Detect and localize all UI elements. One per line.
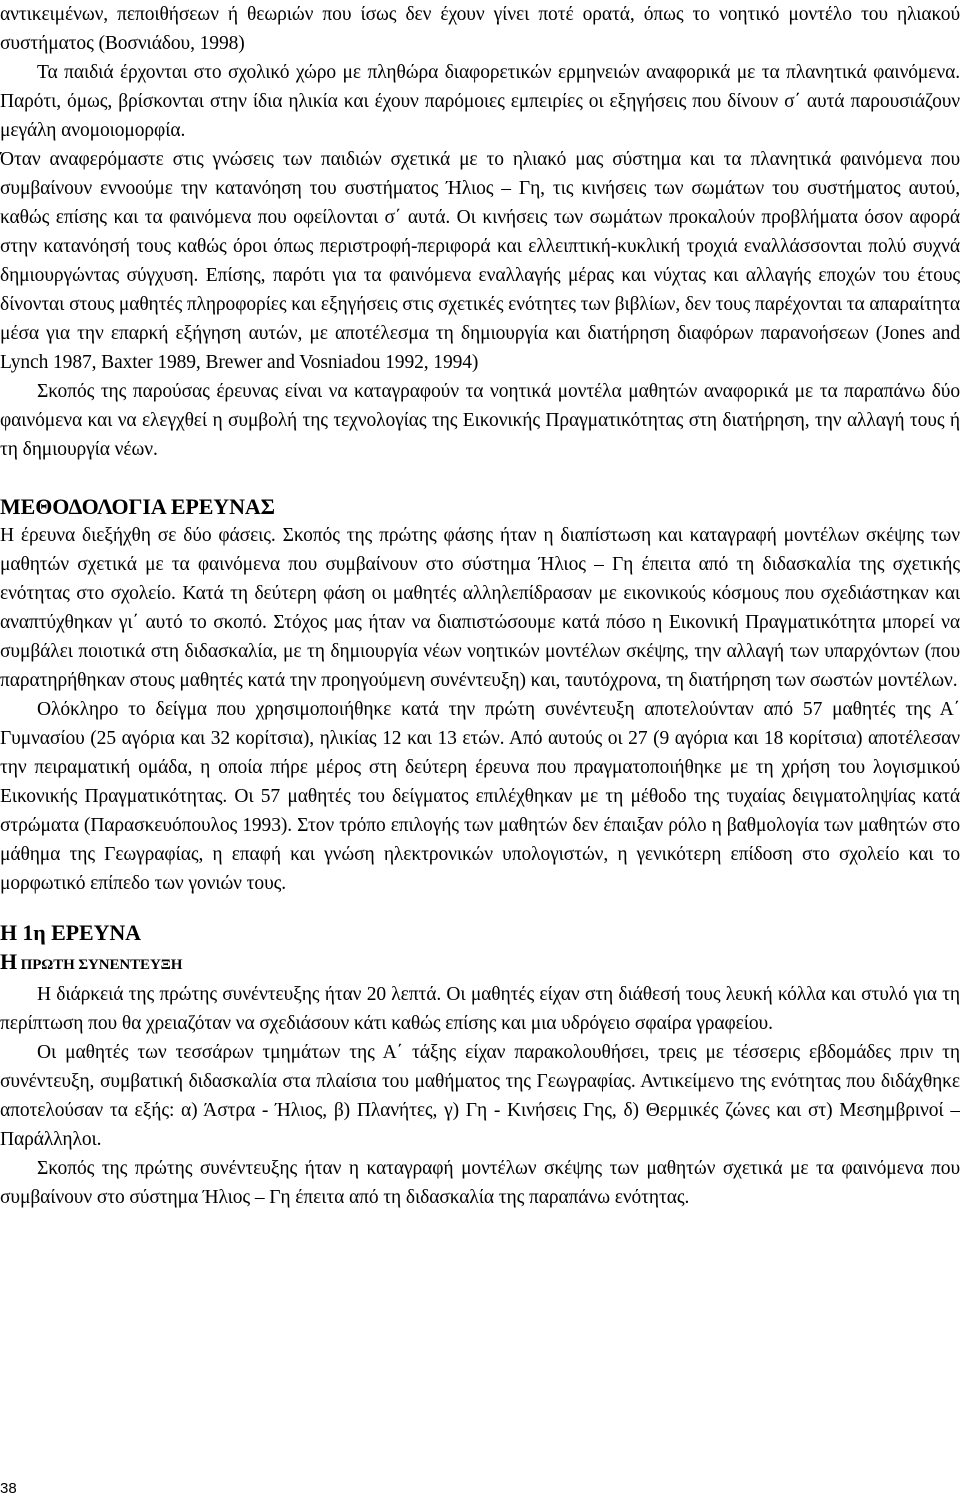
section-heading-methodology: ΜΕΘΟΔΟΛΟΓΙΑ ΕΡΕΥΝΑΣ (0, 494, 275, 519)
page-number: 38 (0, 1480, 17, 1497)
paragraph: Όταν αναφερόμαστε στις γνώσεις των παιδιών σχετικά με το ηλιακό μας σύστημα και τα πλανητικά φαινόμενα που συμβαίνουν εννοούμε την κατανόηση του συστήματος Ήλιος – Γη, τις κινήσεις των σωμάτων του συστήματος αυτού, καθώς επίσης και τα φαινόμενα που οφείλονται σ΄ αυτά. Οι κινήσεις των σωμάτων προκαλούν προβλήματα όσον αφορά στην κατανόησή τους καθώς όροι όπως περιστροφή-περιφορά και ελλειπτική-κυκλική τροχιά εναλλάσσονται πολύ συχνά δημιουργώντας σύγχυση. Επίσης, παρότι για τα φαινόμενα εναλλαγής μέρας και νύχτας και αλλαγής εποχών του έτους δίνονται στους μαθητές πληροφορίες και εξηγήσεις στις σχετικές ενότητες των βιβλίων, δεν τους παρέχονται τα απαραίτητα μέσα για την επαρκή εξήγηση αυτών, με αποτέλεσμα τη δημιουργία και διατήρηση διαφόρων παρανοήσεων (Jones and Lynch 1987, Baxter 1989, Brewer and Vosniadou 1992, 1994) (0, 149, 960, 373)
paragraph: Ολόκληρο το δείγμα που χρησιμοποιήθηκε κατά την πρώτη συνέντευξη αποτελούνταν από 57 μαθητές της Α΄ Γυμνασίου (25 αγόρια και 32 κορίτσια), ηλικίας 12 και 13 ετών. Από αυτούς οι 27 (9 αγόρια και 18 κορίτσια) αποτέλεσαν την πειραματική ομάδα, η οποία πήρε μέρος στη δεύτερη έρευνα που πραγματοποιήθηκε με τη χρήση του λογισμικού Εικονικής Πραγματικότητας. Οι 57 μαθητές του δείγματος επιλέχθηκαν με τη μέθοδο της τυχαίας δειγματοληψίας κατά στρώματα (Παρασκευόπουλος 1993). Στον τρόπο επιλογής των μαθητών δεν έπαιξαν ρόλο η βαθμολογία των μαθητών στο μάθημα της Γεωγραφίας, η επαφή και γνώση ηλεκτρονικών υπολογιστών, η γενικότερη επίδοση στο σχολείο και το μορφωτικό επίπεδο των γονιών τους. (0, 699, 960, 894)
paragraph: Η έρευνα διεξήχθη σε δύο φάσεις. Σκοπός της πρώτης φάσης ήταν η διαπίστωση και καταγραφή μοντέλων σκέψης των μαθητών σχετικά με τα φαινόμενα που συμβαίνουν στο σύστημα Ήλιος – Γη έπειτα από τη διδασκαλία της σχετικής ενότητας στο σχολείο. Κατά τη δεύτερη φάση οι μαθητές αλληλεπίδρασαν με εικονικούς κόσμους που σχεδιάστηκαν και αναπτύχθηκαν γι΄ αυτό το σκοπό. Στόχος μας ήταν να διαπιστώσουμε κατά πόσο η Εικονική Πραγματικότητα μπορεί να συμβάλει ποιοτικά στη διδασκαλία, με τη δημιουργία νέων νοητικών μοντέλων σκέψης, την αλλαγή των υπαρχόντων (που παρατηρήθηκαν στους μαθητές κατά την προηγούμενη συνέντευξη) και, ταυτόχρονα, τη διατήρηση των σωστών μοντέλων. (0, 525, 960, 691)
heading-letter: Η (0, 949, 18, 974)
section-heading-research: Η 1η ΕΡΕΥΝΑ (0, 920, 141, 945)
paragraph: αντικειμένων, πεποιθήσεων ή θεωριών που ίσως δεν έχουν γίνει ποτέ ορατά, όπως το νοητικό μοντέλο του ηλιακού συστήματος (Βοσνιάδου, 1998) (0, 4, 960, 54)
paragraph: Τα παιδιά έρχονται στο σχολικό χώρο με πληθώρα διαφορετικών ερμηνειών αναφορικά με τα πλανητικά φαινόμενα. Παρότι, όμως, βρίσκονται στην ίδια ηλικία και έχουν παρόμοιες εμπειρίες οι εξηγήσεις που δίνουν σ΄ αυτά παρουσιάζουν μεγάλη ανομοιομορφία. (0, 62, 960, 141)
paragraph: Η διάρκειά της πρώτης συνέντευξης ήταν 20 λεπτά. Οι μαθητές είχαν στη διάθεσή τους λευκή κόλλα και στυλό για τη περίπτωση που θα χρειαζόταν να σχεδιάσουν κάτι καθώς επίσης και μια υδρόγειο σφαίρα γραφείου. (0, 984, 960, 1034)
paragraph: Σκοπός της παρούσας έρευνας είναι να καταγραφούν τα νοητικά μοντέλα μαθητών αναφορικά με τα παραπάνω δύο φαινόμενα και να ελεγχθεί η συμβολή της τεχνολογίας της Εικονικής Πραγματικότητας στη διατήρηση, την αλλαγή τους ή τη δημιουργία νέων. (0, 381, 960, 460)
subsection-heading-interview (0, 947, 960, 980)
heading-smallcaps: ΠΡΩΤΗ ΣΥΝΕΝΤΕΥΞΗ (17, 957, 183, 973)
paragraph: Οι μαθητές των τεσσάρων τμημάτων της Α΄ τάξης είχαν παρακολουθήσει, τρεις με τέσσερις εβδομάδες πριν τη συνέντευξη, συμβατική διδασκαλία στα πλαίσια του μαθήματος της Γεωγραφίας. Αντικείμενο της ενότητας που διδάχθηκε αποτελούσαν τα εξής: α) Άστρα - Ήλιος, β) Πλανήτες, γ) Γη - Κινήσεις Γης, δ) Θερμικές ζώνες και στ) Μεσημβρινοί – Παράλληλοι. (0, 1042, 960, 1150)
paragraph: Σκοπός της πρώτης συνέντευξης ήταν η καταγραφή μοντέλων σκέψης των μαθητών σχετικά με τα φαινόμενα που συμβαίνουν στο σύστημα Ήλιος – Γη έπειτα από τη διδασκαλία της παραπάνω ενότητας. (0, 1158, 960, 1208)
